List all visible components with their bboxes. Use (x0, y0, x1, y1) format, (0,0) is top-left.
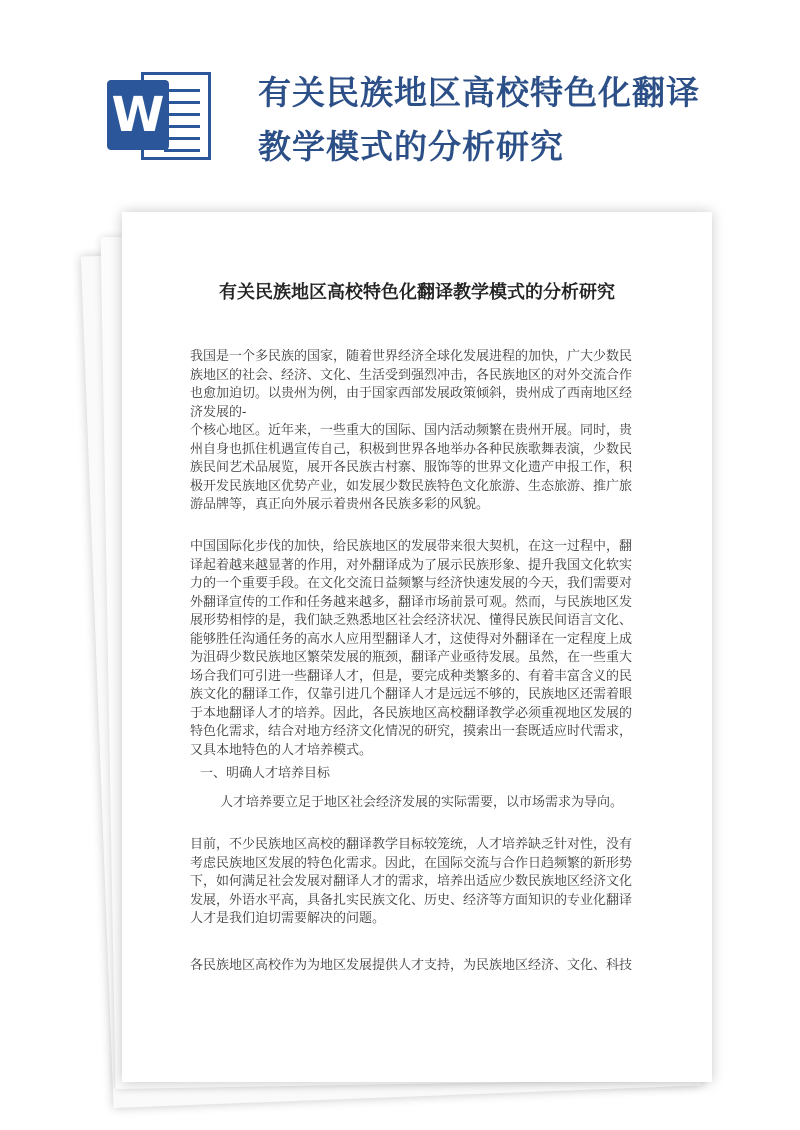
text-line: 展形势相悖的是，我们缺乏熟悉地区社会经济状况、懂得民族民间语言文化、 (190, 613, 633, 628)
text-line: 济发展的- (190, 404, 247, 420)
word-badge-letter: W (107, 80, 169, 150)
section-heading: 一、明确人才培养目标 (200, 766, 331, 781)
text-line: 考虑民族地区发展的特色化需求。因此，在国际交流与合作日趋频繁的新形势 (190, 855, 633, 871)
paragraph-3: 人才培养要立足于地区社会经济发展的实际需要，以市场需求为导向。 (220, 795, 624, 810)
text-line: 中国国际化步伐的加快，给民族地区的发展带来很大契机，在这一过程中，翻 (190, 539, 633, 554)
text-line: 能够胜任沟通任务的高水人应用型翻译人才，这使得对外翻译在一定程度上成 (190, 631, 633, 647)
text-line: 族文化的翻译工作，仅靠引进几个翻译人才是远远不够的，民族地区还需着眼 (190, 687, 633, 702)
document-title: 有关民族地区高校特色化翻译教学模式的分析研究 (219, 282, 615, 303)
paragraph-1 (190, 348, 640, 515)
text-line: 族民间艺术品展览，展开各民族古村寨、服饰等的世界文化遗产申报工作，积 (190, 460, 633, 475)
paragraph-5: 各民族地区高校作为为地区发展提供人才支持，为民族地区经济、文化、科技 (190, 958, 633, 973)
header-title-line-1: 有关民族地区高校特色化翻译 (258, 73, 700, 112)
text-line: 我国是一个多民族的国家，随着世界经济全球化发展进程的加快，广大少数民 (190, 349, 633, 364)
text-line: 个核心地区。近年来，一些重大的国际、国内活动频繁在贵州开展。同时，贵 (190, 423, 633, 438)
text-line: 发展，外语水平高，具备扎实民族文化、历史、经济等方面知识的专业化翻译 (190, 892, 633, 908)
text-line: 外翻译宣传的工作和任务越来越多，翻译市场前景可观。然而，与民族地区发 (190, 594, 633, 610)
header-title-line-2: 教学模式的分析研究 (258, 127, 564, 166)
paragraph-4 (190, 836, 640, 929)
text-line: 族地区的社会、经济、文化、生活受到强烈冲击，各民族地区的对外交流合作 (190, 367, 633, 383)
text-line: 于本地翻译人才的培养。因此，各民族地区高校翻译教学必须重视地区发展的 (190, 705, 633, 721)
text-line: 力的一个重要手段。在文化交流日益频繁与经济快速发展的今天，我们需要对 (190, 576, 633, 591)
text-line: 极开发民族地区优势产业，如发展少数民族特色文化旅游、生态旅游、推广旅 (190, 478, 633, 494)
header-banner (0, 0, 800, 200)
text-line: 目前，不少民族地区高校的翻译教学目标较笼统，人才培养缺乏针对性，没有 (190, 837, 633, 852)
text-line: 人才是我们迫切需要解决的问题。 (190, 911, 386, 926)
header-title (258, 66, 778, 174)
text-line: 下，如何满足社会发展对翻译人才的需求，培养出适应少数民族地区经济文化 (190, 874, 633, 889)
text-line: 州自身也抓住机遇宣传自己，积极到世界各地举办各种民族歌舞表演，少数民 (190, 441, 633, 457)
word-document-icon (107, 72, 219, 164)
text-line: 也愈加迫切。以贵州为例，由于国家西部发展政策倾斜，贵州成了西南地区经 (190, 386, 633, 401)
paragraph-2 (190, 538, 640, 760)
text-line: 特色化需求，结合对地方经济文化情况的研究，摸索出一套既适应时代需求， (190, 724, 633, 739)
text-line: 游品牌等，真正向外展示着贵州各民族多彩的风貌。 (190, 497, 490, 512)
text-line: 为沮碍少数民族地区繁荣发展的瓶颈，翻译产业亟待发展。虽然，在一些重大 (190, 650, 633, 665)
text-line: 译起着越来越显著的作用，对外翻译成为了展示民族形象、提升我国文化软实 (190, 557, 633, 573)
text-line: 又具本地特色的人才培养模式。 (190, 742, 373, 758)
text-line: 场合我们可引进一些翻译人才，但是，要完成种类繁多的、有着丰富含义的民 (190, 668, 633, 684)
document-page (122, 212, 712, 1082)
